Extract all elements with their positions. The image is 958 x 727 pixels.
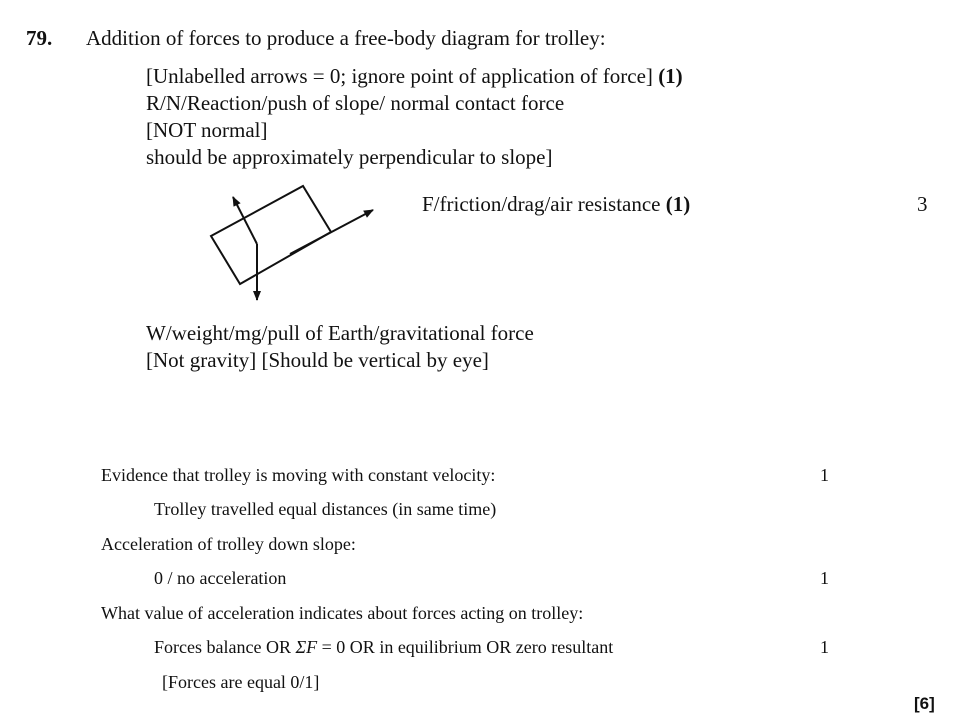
answer-forces-balance-post: = 0 OR in equilibrium OR zero resultant xyxy=(317,637,614,657)
total-marks: [6] xyxy=(914,694,935,713)
mark-no-acceleration: 1 xyxy=(820,568,829,588)
question-acceleration: Acceleration of trolley down slope: xyxy=(101,534,356,554)
mark-constant-velocity: 1 xyxy=(820,465,829,485)
note-unlabelled-text: [Unlabelled arrows = 0; ignore point of application of force] xyxy=(146,64,653,88)
question-constant-velocity: Evidence that trolley is moving with constant velocity: xyxy=(101,465,496,485)
answer-forces-equal-note: [Forces are equal 0/1] xyxy=(162,672,320,692)
friction-force-arrow xyxy=(290,210,373,254)
answer-forces-balance-pre: Forces balance OR xyxy=(154,637,296,657)
note-perpendicular: should be approximately perpendicular to slope] xyxy=(146,145,553,169)
mark-forces-balance: 1 xyxy=(820,637,829,657)
friction-label-text: F/friction/drag/air resistance xyxy=(422,192,661,216)
weight-note: [Not gravity] [Should be vertical by eye] xyxy=(146,348,489,372)
friction-label xyxy=(422,192,690,217)
answer-forces-balance xyxy=(154,637,613,658)
total-marks-part-a: 3 xyxy=(917,192,928,216)
friction-mark: (1) xyxy=(665,192,691,216)
note-not-normal: [NOT normal] xyxy=(146,118,268,142)
answer-equal-distances: Trolley travelled equal distances (in same time) xyxy=(154,499,497,519)
normal-force-arrow xyxy=(233,197,257,244)
note-unlabelled-mark: (1) xyxy=(658,64,683,88)
note-reaction: R/N/Reaction/push of slope/ normal contact force xyxy=(146,91,565,115)
question-forces: What value of acceleration indicates about forces acting on trolley: xyxy=(101,603,584,623)
answer-no-acceleration: 0 / no acceleration xyxy=(154,568,287,588)
question-title: Addition of forces to produce a free-body diagram for trolley: xyxy=(86,26,606,50)
sum-force-symbol: ΣF xyxy=(295,637,318,657)
weight-label: W/weight/mg/pull of Earth/gravitational force xyxy=(146,321,534,345)
question-number: 79. xyxy=(26,26,53,50)
trolley-box xyxy=(211,186,331,284)
